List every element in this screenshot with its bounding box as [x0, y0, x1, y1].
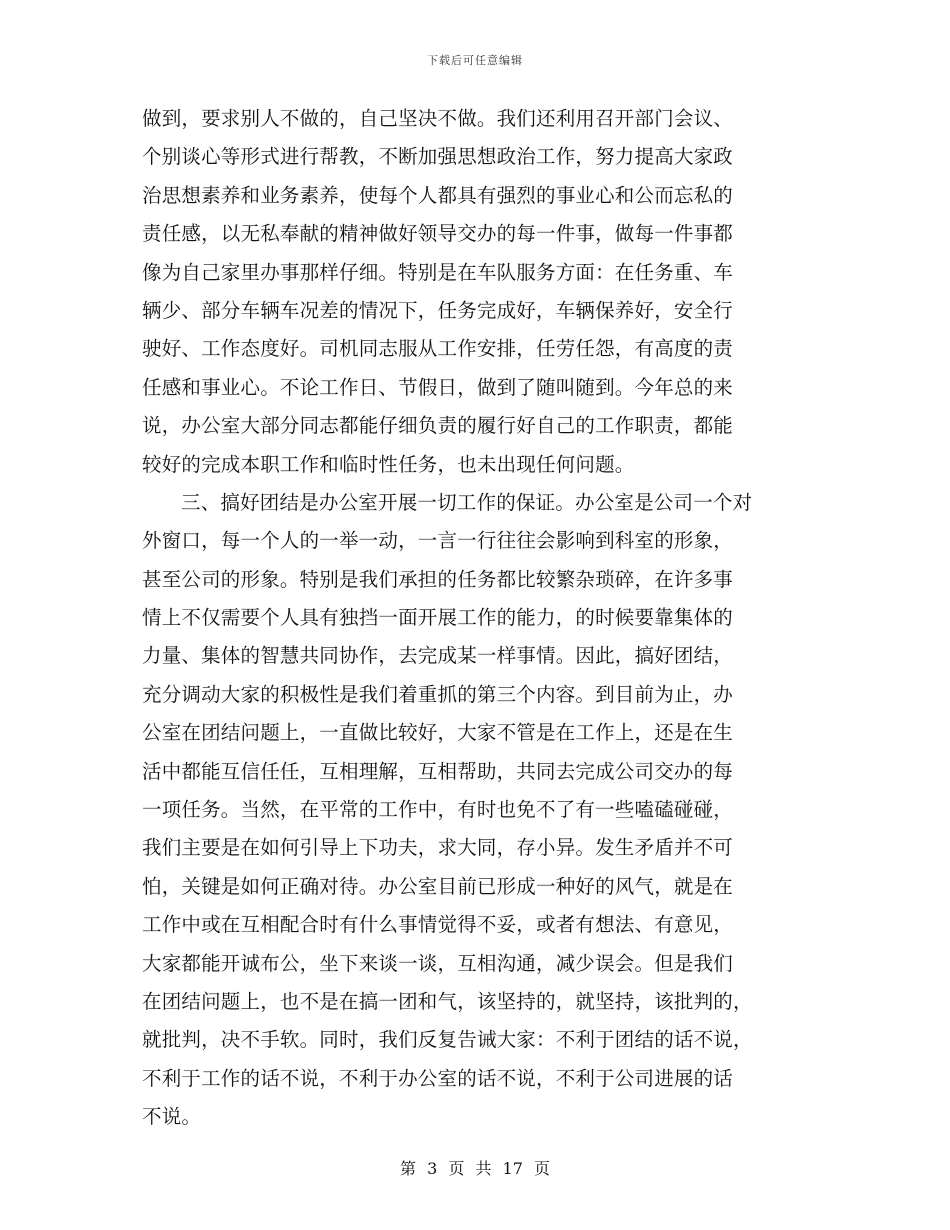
text-line: 甚至公司的形象。特别是我们承担的任务都比较繁杂琐碎，在许多事 — [142, 567, 734, 591]
text-line: 驶好、工作态度好。司机同志服从工作安排，任劳任怨，有高度的责 — [142, 337, 734, 361]
page-header: 下载后可任意编辑 — [427, 54, 523, 67]
text-line: 充分调动大家的积极性是我们着重抓的第三个内容。到目前为止，办 — [142, 682, 734, 706]
text-line: 做到，要求别人不做的，自己坚决不做。我们还利用召开部门会议、 — [142, 107, 734, 130]
text-line: 像为自己家里办事那样仔细。特别是在车队服务方面：在任务重、车 — [142, 260, 734, 284]
document-body — [142, 100, 802, 1137]
text-line: 外窗口，每一个人的一举一动，一言一行往往会影响到科室的形象， — [142, 529, 734, 553]
text-line: 不利于工作的话不说，不利于办公室的话不说，不利于公司进展的话 — [142, 1066, 734, 1090]
text-line: 任感和事业心。不论工作日、节假日，做到了随叫随到。今年总的来 — [142, 375, 734, 399]
text-line: 怕，关键是如何正确对待。办公室目前已形成一种好的风气，就是在 — [142, 874, 734, 898]
text-line: 就批判，决不手软。同时，我们反复告诫大家：不利于团结的话不说， — [142, 1028, 753, 1052]
text-line: 我们主要是在如何引导上下功夫，求大同，存小异。发生矛盾并不可 — [142, 836, 734, 860]
text-line: 一项任务。当然，在平常的工作中，有时也免不了有一些嗑磕碰碰， — [142, 798, 734, 822]
text-line: 责任感，以无私奉献的精神做好领导交办的每一件事，做每一件事都 — [142, 222, 734, 246]
text-line: 公室在团结问题上，一直做比较好，大家不管是在工作上，还是在生 — [142, 721, 734, 745]
text-line: 活中都能互信任任，互相理解，互相帮助，共同去完成公司交办的每 — [142, 759, 734, 783]
text-line: 辆少、部分车辆车况差的情况下，任务完成好，车辆保养好，安全行 — [142, 298, 734, 322]
text-line: 在团结问题上，也不是在搞一团和气，该坚持的，就坚持，该批判的， — [142, 989, 753, 1013]
text-line: 治思想素养和业务素养，使每个人都具有强烈的事业心和公而忘私的 — [142, 183, 734, 207]
page-number: 第 3 页 共 17 页 — [400, 1159, 550, 1178]
text-line: 工作中或在互相配合时有什么事情觉得不妥，或者有想法、有意见， — [142, 913, 734, 937]
text-line: 力量、集体的智慧共同协作，去完成某一样事情。因此，搞好团结， — [142, 644, 734, 668]
text-line: 情上不仅需要个人具有独挡一面开展工作的能力，的时候要靠集体的 — [142, 606, 734, 630]
text-line: 个别谈心等形式进行帮教，不断加强思想政治工作，努力提高大家政 — [142, 145, 734, 169]
text-line: 较好的完成本职工作和临时性任务，也未出现任何问题。 — [142, 452, 635, 476]
text-line: 大家都能开诚布公，坐下来谈一谈，互相沟通，减少误会。但是我们 — [142, 951, 734, 975]
text-line: 不说。 — [142, 1105, 202, 1129]
paragraph-start-line: 三、搞好团结是办公室开展一切工作的保证。办公室是公司一个对 — [181, 490, 753, 514]
text-line: 说，办公室大部分同志都能仔细负责的履行好自己的工作职责，都能 — [142, 414, 734, 438]
